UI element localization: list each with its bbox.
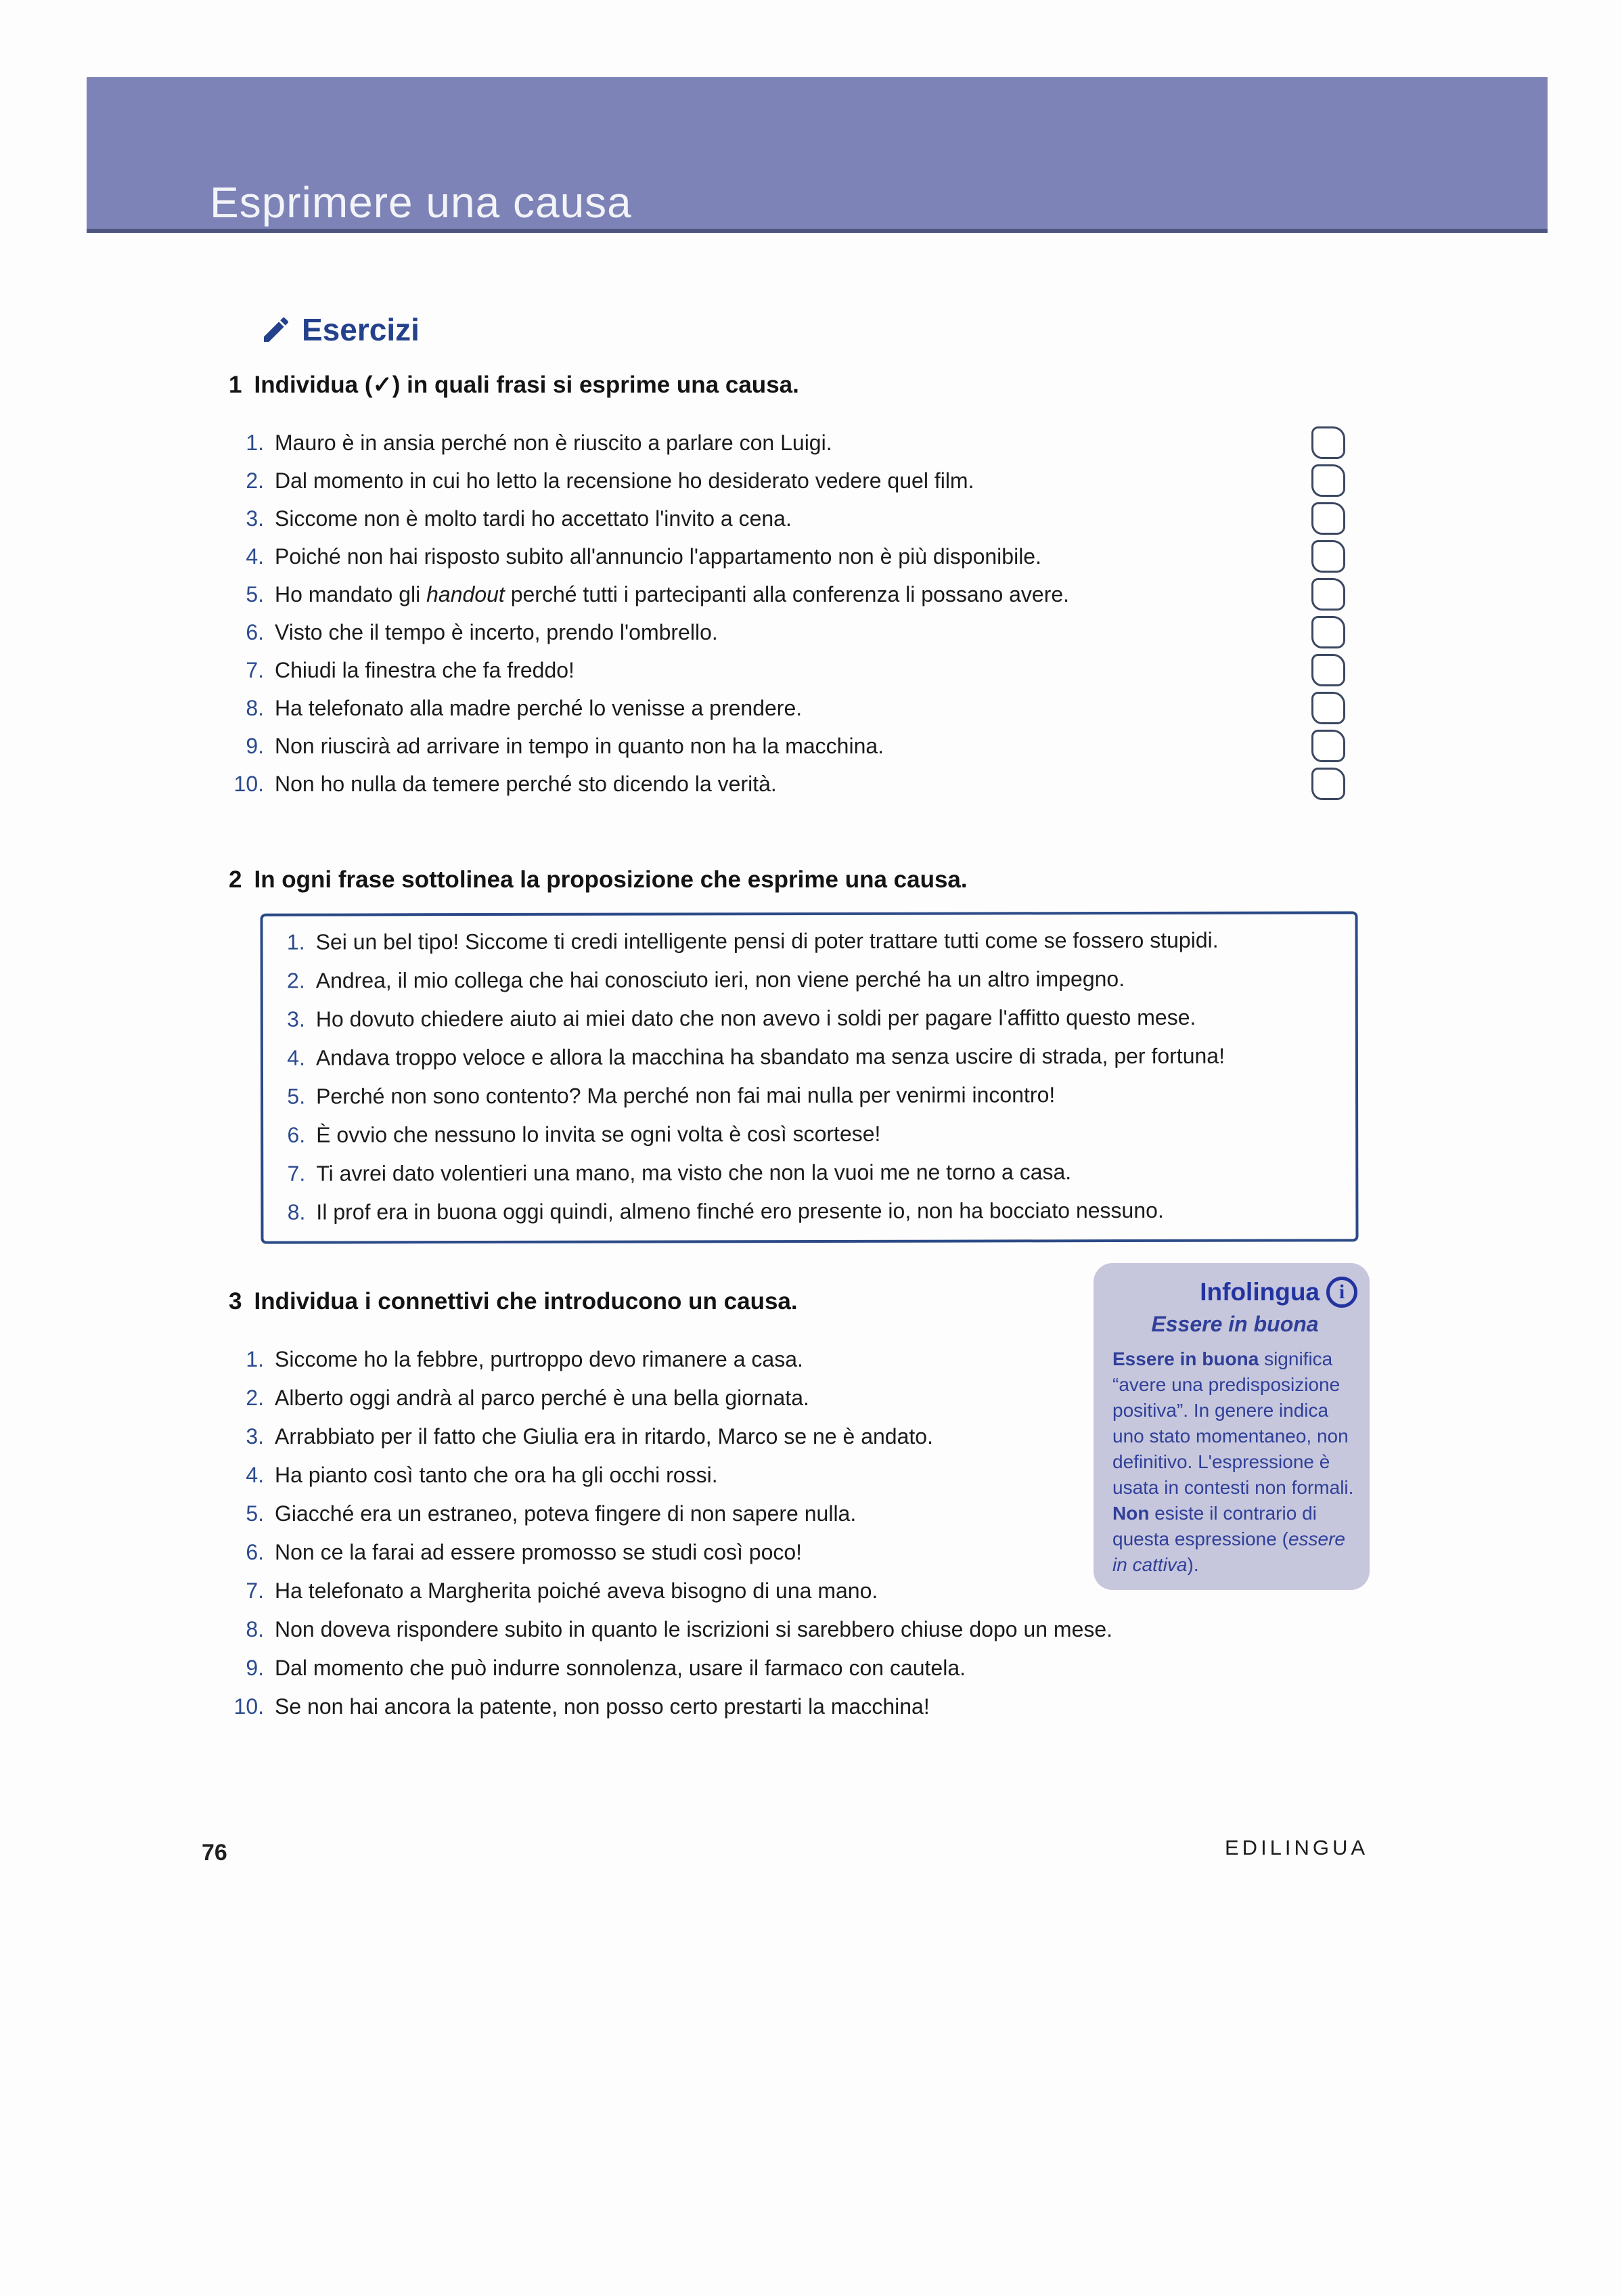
answer-checkbox[interactable] [1311, 578, 1345, 611]
answer-checkbox[interactable] [1311, 426, 1345, 459]
item-number: 6. [246, 1540, 264, 1564]
list-item [227, 1687, 1283, 1726]
item-text: Non ho nulla da temere perché sto dicendo la verità. [275, 771, 777, 796]
item-number: 7. [287, 1161, 306, 1186]
item-text: Siccome non è molto tardi ho accettato l'invito a cena. [275, 506, 792, 531]
item-number: 5. [246, 1501, 264, 1526]
list-item [227, 575, 1345, 613]
answer-checkbox[interactable] [1311, 654, 1345, 686]
info-icon: i [1326, 1277, 1357, 1308]
list-item [227, 537, 1345, 575]
infolingua-subtitle: Essere in buona [1151, 1312, 1319, 1336]
item-text: È ovvio che nessuno lo invita se ogni volta è così scortese! [316, 1121, 881, 1147]
answer-checkbox[interactable] [1311, 502, 1345, 535]
item-text: Dal momento in cui ho letto la recensione ho desiderato vedere quel film. [275, 468, 974, 493]
list-item [269, 1036, 1349, 1077]
answer-checkbox[interactable] [1311, 692, 1345, 724]
item-text: Il prof era in buona oggi quindi, almeno finché ero presente io, non ha bocciato nessuno. [316, 1197, 1164, 1224]
item-text: Visto che il tempo è incerto, prendo l'ombrello. [275, 619, 718, 644]
list-item [227, 1533, 1283, 1572]
answer-checkbox[interactable] [1311, 464, 1345, 497]
item-number: 4. [287, 1045, 305, 1070]
answer-checkbox[interactable] [1311, 730, 1345, 762]
item-text: Dal momento che può indurre sonnolenza, usare il farmaco con cautela. [275, 1656, 966, 1680]
item-number: 4. [246, 1463, 264, 1487]
list-item [227, 500, 1345, 537]
item-number: 8. [287, 1199, 306, 1224]
item-number: 6. [287, 1122, 306, 1147]
item-text: Perché non sono contento? Ma perché non fai mai nulla per venirmi incontro! [316, 1082, 1056, 1109]
exercise1-list [227, 424, 1345, 803]
list-item [227, 727, 1345, 765]
answer-checkbox[interactable] [1311, 616, 1345, 648]
item-number: 10. [233, 1694, 264, 1719]
exercise1-number: 1 [229, 372, 242, 398]
list-item [227, 1340, 1283, 1379]
infolingua-title: Infolingua [1200, 1278, 1320, 1306]
answer-checkbox[interactable] [1311, 768, 1345, 800]
infolingua-body: Essere in buona significa “avere una predisposizione positiva”. In genere indica uno stato momentaneo, non definitivo. L'espressione è usata in contesti non formali. Non esiste il contrario di questa espressione (essere in cattiva). [1112, 1348, 1354, 1575]
list-item [227, 1649, 1283, 1687]
list-item [227, 1495, 1283, 1533]
item-text: Ha telefonato alla madre perché lo venisse a prendere. [275, 695, 803, 720]
item-number: 5. [246, 581, 264, 606]
item-number: 8. [246, 695, 264, 720]
item-text: Non riuscirà ad arrivare in tempo in quanto non ha la macchina. [275, 733, 884, 758]
item-text: Alberto oggi andrà al parco perché è una bella giornata. [275, 1386, 809, 1410]
list-item [269, 1152, 1349, 1193]
chapter-header-band [87, 77, 1548, 233]
list-item [227, 424, 1345, 462]
item-number: 3. [287, 1007, 305, 1032]
list-item [269, 959, 1349, 1000]
item-number: 9. [246, 733, 264, 758]
item-text: Poiché non hai risposto subito all'annuncio l'appartamento non è più disponibile. [275, 544, 1041, 569]
item-number: 9. [246, 1656, 264, 1680]
item-text: Se non hai ancora la patente, non posso certo prestarti la macchina! [275, 1694, 930, 1719]
item-text: Non doveva rispondere subito in quanto le iscrizioni si sarebbero chiuse dopo un mese. [275, 1617, 1113, 1641]
list-item [227, 1572, 1283, 1610]
list-item [227, 1417, 1283, 1456]
exercise1-title: Individua (✓) in quali frasi si esprime una causa. [254, 372, 799, 398]
item-text: Sei un bel tipo! Siccome ti credi intelligente pensi di poter trattare tutti come se fossero stupidi. [315, 927, 1219, 954]
infolingua-header [1112, 1277, 1357, 1308]
exercise2-title: In ogni frase sottolinea la proposizione che esprime una causa. [254, 866, 968, 893]
item-text: Andava troppo veloce e allora la macchina ha sbandato ma senza uscire di strada, per fortuna! [315, 1043, 1225, 1070]
list-item [227, 1610, 1283, 1649]
item-text: Giacché era un estraneo, poteva fingere di non sapere nulla. [275, 1501, 857, 1526]
list-item [227, 613, 1345, 651]
item-text: Ho mandato gli handout perché tutti i partecipanti alla conferenza li possano avere. [275, 581, 1070, 606]
exercise2-heading [229, 866, 968, 893]
item-text: Mauro è in ansia perché non è riuscito a parlare con Luigi. [275, 430, 832, 455]
item-number: 2. [246, 1386, 264, 1410]
item-number: 3. [246, 1424, 264, 1449]
item-number: 6. [246, 619, 264, 644]
exercise3-heading [229, 1288, 798, 1315]
list-item [269, 1075, 1349, 1116]
item-text: Ti avrei dato volentieri una mano, ma visto che non la vuoi me ne torno a casa. [316, 1160, 1072, 1186]
item-number: 1. [286, 929, 305, 954]
item-number: 5. [287, 1084, 306, 1109]
item-text: Ho dovuto chiedere aiuto ai miei dato che non avevo i soldi per pagare l'affitto questo mese. [315, 1005, 1196, 1032]
list-item [227, 1456, 1283, 1495]
item-number: 2. [246, 468, 264, 493]
item-number: 1. [246, 1347, 264, 1371]
item-text: Andrea, il mio collega che hai conosciuto ieri, non viene perché ha un altro impegno. [315, 967, 1125, 993]
exercise3-title: Individua i connettivi che introducono un causa. [254, 1288, 798, 1315]
exercise1-heading [229, 372, 799, 399]
item-number: 7. [246, 1578, 264, 1603]
esercizi-label: Esercizi [302, 312, 420, 347]
list-item [227, 1379, 1283, 1417]
item-number: 7. [246, 657, 264, 682]
publisher-logo: EDILINGUA [1225, 1836, 1369, 1859]
answer-checkbox[interactable] [1311, 540, 1345, 573]
item-number: 4. [246, 544, 264, 569]
list-item [227, 689, 1345, 727]
chapter-title: Esprimere una causa [210, 178, 632, 227]
pencil-icon [260, 313, 292, 346]
item-number: 8. [246, 1617, 264, 1641]
exercise2-box [260, 911, 1358, 1243]
page-number: 76 [202, 1840, 227, 1866]
exercise3-list [227, 1340, 1283, 1726]
item-text: Ha pianto così tanto che ora ha gli occhi rossi. [275, 1463, 718, 1487]
list-item [269, 921, 1349, 961]
esercizi-header [260, 311, 420, 348]
item-number: 1. [246, 430, 264, 455]
list-item [269, 1191, 1349, 1231]
list-item [269, 998, 1349, 1038]
exercise2-number: 2 [229, 866, 242, 893]
list-item [227, 462, 1345, 500]
list-item [227, 651, 1345, 689]
item-number: 10. [233, 771, 264, 796]
item-text: Arrabbiato per il fatto che Giulia era in ritardo, Marco se ne è andato. [275, 1424, 933, 1449]
item-number: 3. [246, 506, 264, 531]
item-text: Chiudi la finestra che fa freddo! [275, 657, 575, 682]
exercise2-list [269, 921, 1349, 1231]
exercise3-number: 3 [229, 1288, 242, 1315]
item-text: Ha telefonato a Margherita poiché aveva bisogno di una mano. [275, 1578, 878, 1603]
item-number: 2. [286, 968, 305, 993]
item-text: Non ce la farai ad essere promosso se studi così poco! [275, 1540, 803, 1564]
item-text: Siccome ho la febbre, purtroppo devo rimanere a casa. [275, 1347, 803, 1371]
list-item [269, 1113, 1349, 1154]
list-item [227, 765, 1345, 803]
